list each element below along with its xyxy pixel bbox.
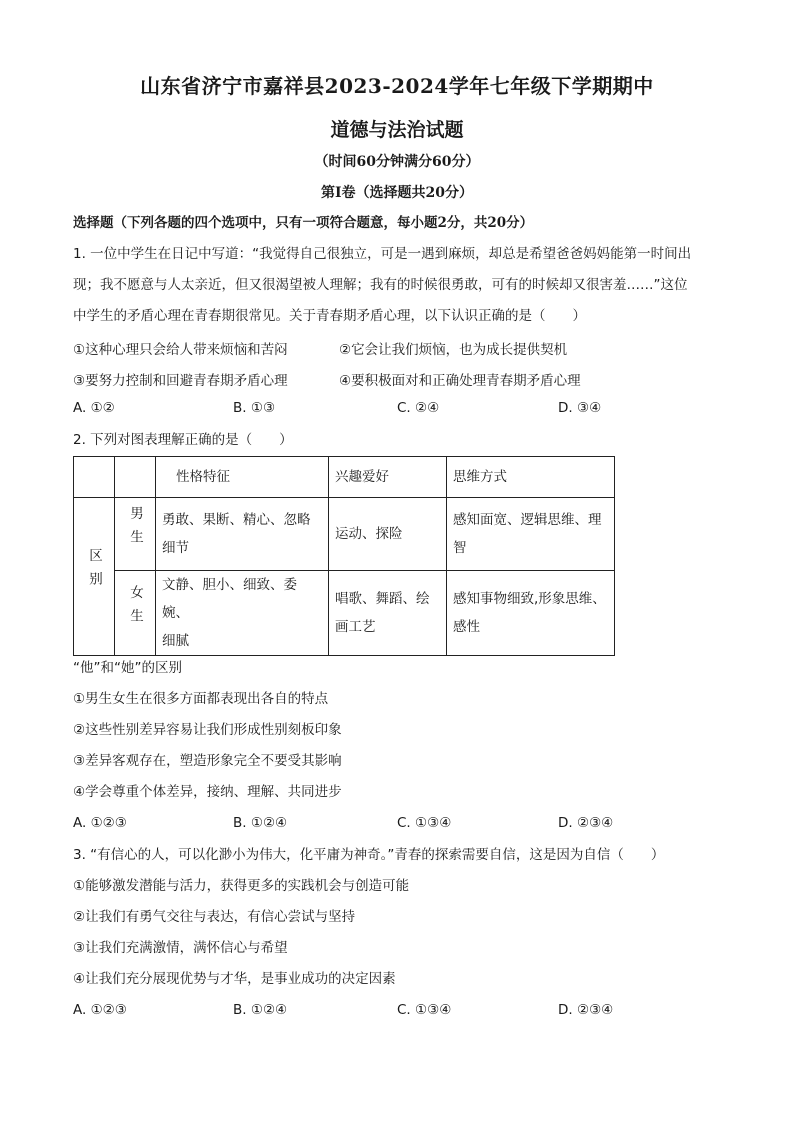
female-trait-line-2: 细腻 <box>162 633 189 649</box>
male-trait-cell <box>156 498 329 571</box>
q2-statement-1: ①男生女生在很多方面都表现出各自的特点 <box>73 691 329 707</box>
female-hobby-cell <box>329 571 447 656</box>
exam-title: 山东省济宁市嘉祥县2023-2024学年七年级下学期期中 <box>140 74 654 98</box>
instructions: 选择题（下列各题的四个选项中，只有一项符合题意，每小题2分，共20分） <box>73 215 534 231</box>
female-thinking-line-1: 感知事物细致,形象思维、 <box>453 591 606 607</box>
male-hobby-cell <box>329 498 447 571</box>
q3-statement-4: ④让我们充分展现优势与才华，是事业成功的决定因素 <box>73 971 396 987</box>
female-thinking-line-2: 感性 <box>453 619 480 635</box>
q1-option-c[interactable]: C. ②④ <box>397 400 440 416</box>
q3-statement-1: ①能够激发潜能与活力，获得更多的实践机会与创造可能 <box>73 878 410 894</box>
table-row-male <box>74 498 615 571</box>
male-trait-line-1: 勇敢、果断、精心、忽略 <box>162 512 311 528</box>
time-note: （时间60分钟满分60分） <box>314 154 480 170</box>
q2-stem: 2. 下列对图表理解正确的是（ ） <box>73 432 293 448</box>
exam-subject: 道德与法治试题 <box>330 119 464 141</box>
q1-statement-3: ③要努力控制和回避青春期矛盾心理 <box>73 373 288 389</box>
table-row-female <box>74 571 615 656</box>
group-label: 区别 <box>86 548 102 595</box>
q2-option-c[interactable]: C. ①③④ <box>397 815 452 831</box>
female-hobby-line-2: 画工艺 <box>335 619 376 635</box>
q1-option-a[interactable]: A. ①② <box>73 400 115 416</box>
gender-difference-table <box>73 456 615 656</box>
male-thinking-line-1: 感知面宽、逻辑思维、理 <box>453 512 602 528</box>
q1-stem-line-3: 中学生的矛盾心理在青春期很常见。关于青春期矛盾心理，以下认识正确的是（ ） <box>73 308 586 324</box>
male-thinking-line-2: 智 <box>453 540 467 556</box>
male-trait-line-2: 细节 <box>162 540 189 556</box>
male-thinking-cell <box>447 498 615 571</box>
row-label-cell <box>115 571 156 656</box>
table-header-row <box>74 457 615 498</box>
q2-option-b[interactable]: B. ①②④ <box>233 815 288 831</box>
q3-option-a[interactable]: A. ①②③ <box>73 1002 127 1018</box>
row-label-cell <box>115 498 156 571</box>
group-label-cell <box>74 498 115 656</box>
q3-option-b[interactable]: B. ①②④ <box>233 1002 288 1018</box>
q3-option-d[interactable]: D. ②③④ <box>558 1002 614 1018</box>
header-trait: 性格特征 <box>156 457 329 498</box>
q3-option-c[interactable]: C. ①③④ <box>397 1002 452 1018</box>
q1-option-d[interactable]: D. ③④ <box>558 400 602 416</box>
female-hobby-line-1: 唱歌、舞蹈、绘 <box>335 591 430 607</box>
q3-stem: 3. “有信心的人，可以化渺小为伟大，化平庸为神奇。”青春的探索需要自信，这是因为自信（ ） <box>73 847 665 863</box>
q2-statement-2: ②这些性别差异容易让我们形成性别刻板印象 <box>73 722 342 738</box>
table-caption: “他”和“她”的区别 <box>73 660 182 676</box>
q2-statement-4: ④学会尊重个体差异，接纳、理解、共同进步 <box>73 784 342 800</box>
female-thinking-cell <box>447 571 615 656</box>
q3-statement-2: ②让我们有勇气交往与表达，有信心尝试与坚持 <box>73 909 356 925</box>
q3-statement-3: ③让我们充满激情，满怀信心与希望 <box>73 940 288 956</box>
header-hobby: 兴趣爱好 <box>329 457 447 498</box>
q2-option-d[interactable]: D. ②③④ <box>558 815 614 831</box>
header-thinking: 思维方式 <box>447 457 615 498</box>
q2-statement-3: ③差异客观存在，塑造形象完全不要受其影响 <box>73 753 342 769</box>
q1-stem-line-1: 1. 一位中学生在日记中写道：“我觉得自己很独立，可是一遇到麻烦，却总是希望爸爸妈妈能第一时间出 <box>73 246 692 262</box>
q1-statement-2: ②它会让我们烦恼，也为成长提供契机 <box>339 342 568 358</box>
q1-option-b[interactable]: B. ①③ <box>233 400 276 416</box>
male-hobby-line-1: 运动、探险 <box>335 526 403 542</box>
q1-stem-line-2: 现；我不愿意与人太亲近，但又很渴望被人理解；我有的时候很勇敢，可有的时候却又很害羞……”这位 <box>73 277 688 293</box>
section-heading: 第I卷（选择题共20分） <box>320 185 474 201</box>
row-label-female: 女生 <box>127 584 143 632</box>
row-label-male: 男生 <box>127 505 143 553</box>
table-corner-cell <box>115 457 156 498</box>
female-trait-line-1: 文静、胆小、细致、委婉、 <box>162 577 297 621</box>
female-trait-cell <box>156 571 329 656</box>
q1-statement-4: ④要积极面对和正确处理青春期矛盾心理 <box>339 373 581 389</box>
table-corner-cell <box>74 457 115 498</box>
q2-option-a[interactable]: A. ①②③ <box>73 815 127 831</box>
q1-statement-1: ①这种心理只会给人带来烦恼和苦闷 <box>73 342 288 358</box>
